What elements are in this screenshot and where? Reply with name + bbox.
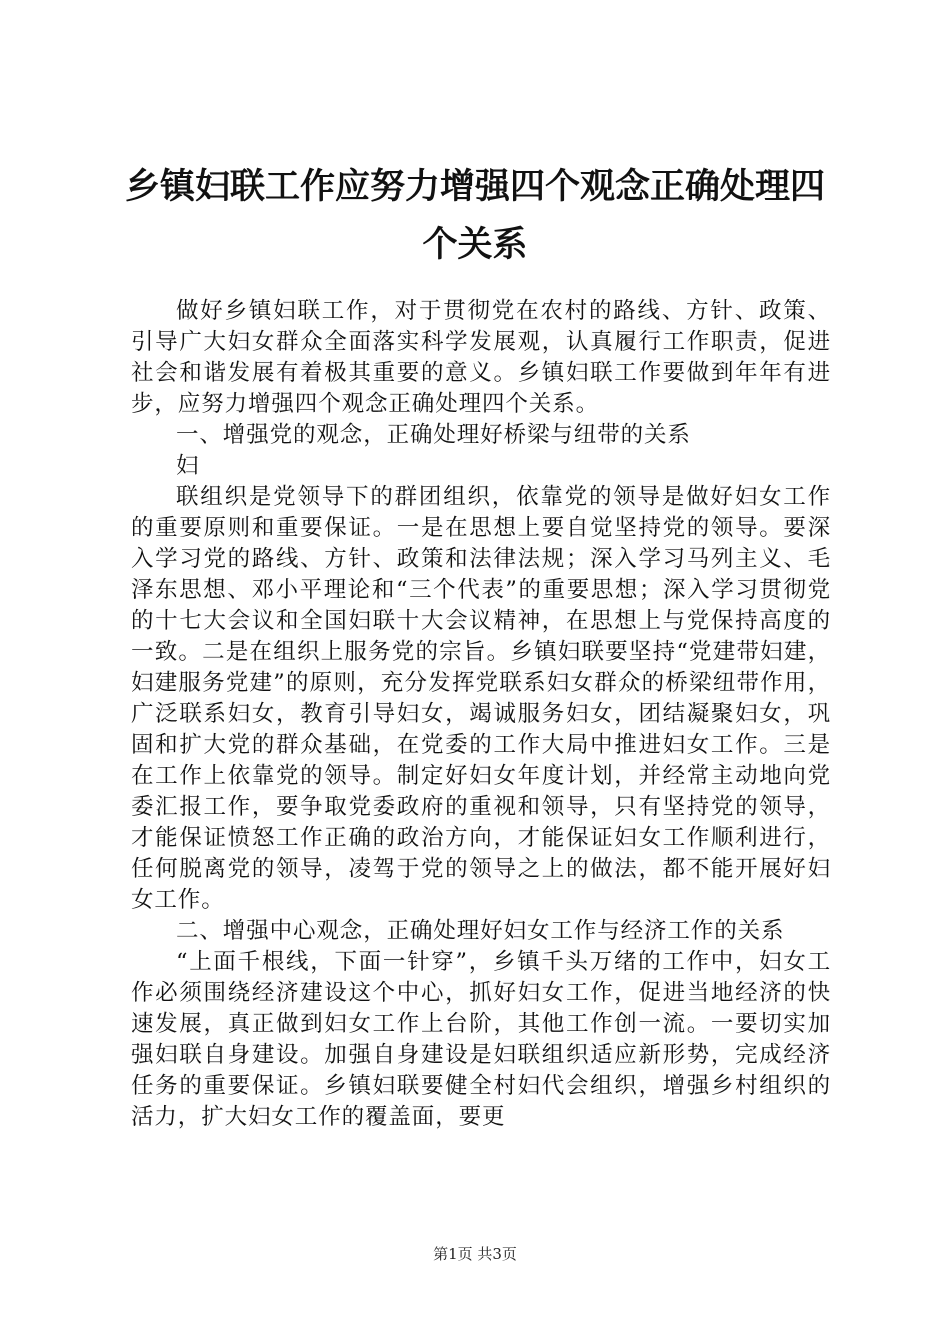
orphan-character: 妇 — [176, 453, 200, 479]
document-body — [131, 296, 831, 1133]
document-title: 乡镇妇联工作应努力增强四个观念正确处理四个关系 — [125, 166, 826, 265]
section-1-paragraph: 联组织是党领导下的群团组织，依靠党的领导是做好妇女工作的重要原则和重要保证。一是在思想上要自觉坚持党的领导。要深入学习党的路线、方针、政策和法律法规；深入学习马列主义、毛泽东思想、邓小平理论和“三个代表”的重要思想；深入学习贯彻党的十七大会议和全国妇联十大会议精神，在思想上与党保持高度的一致。二是在组织上服务党的宗旨。乡镇妇联要坚持“党建带妇建，妇建服务党建”的原则，充分发挥党联系妇女群众的桥梁纽带作用，广泛联系妇女，教育引导妇女，竭诚服务妇女，团结凝聚妇女，巩固和扩大党的群众基础，在党委的工作大局中推进妇女工作。三是在工作上依靠党的领导。制定好妇女年度计划，并经常主动地向党委汇报工作，要争取党委政府的重视和领导，只有坚持党的领导，才能保证愤怒工作正确的政治方向，才能保证妇女工作顺利进行，任何脱离党的领导，凌驾于党的领导之上的做法，都不能开展好妇女工作。 — [131, 484, 831, 913]
page-number-footer: 第1页 共3页 — [433, 1245, 517, 1263]
section-heading-1: 一、增强党的观念，正确处理好桥梁与纽带的关系 — [176, 422, 691, 448]
section-heading-2: 二、增强中心观念，正确处理好妇女工作与经济工作的关系 — [176, 918, 785, 944]
intro-paragraph: 做好乡镇妇联工作，对于贯彻党在农村的路线、方针、政策、引导广大妇女群众全面落实科学发展观，认真履行工作职责，促进社会和谐发展有着极其重要的意义。乡镇妇联工作要做到年年有进步，应努力增强四个观念正确处理四个关系。 — [131, 298, 831, 417]
section-2-paragraph: “上面千根线，下面一针穿”，乡镇千头万绪的工作中，妇女工作必须围绕经济建设这个中心，抓好妇女工作，促进当地经济的快速发展，真正做到妇女工作上台阶，其他工作创一流。一要切实加强妇联自身建设。加强自身建设是妇联组织适应新形势，完成经济任务的重要保证。乡镇妇联要健全村妇代会组织，增强乡村组织的活力，扩大妇女工作的覆盖面，要更 — [131, 949, 831, 1130]
